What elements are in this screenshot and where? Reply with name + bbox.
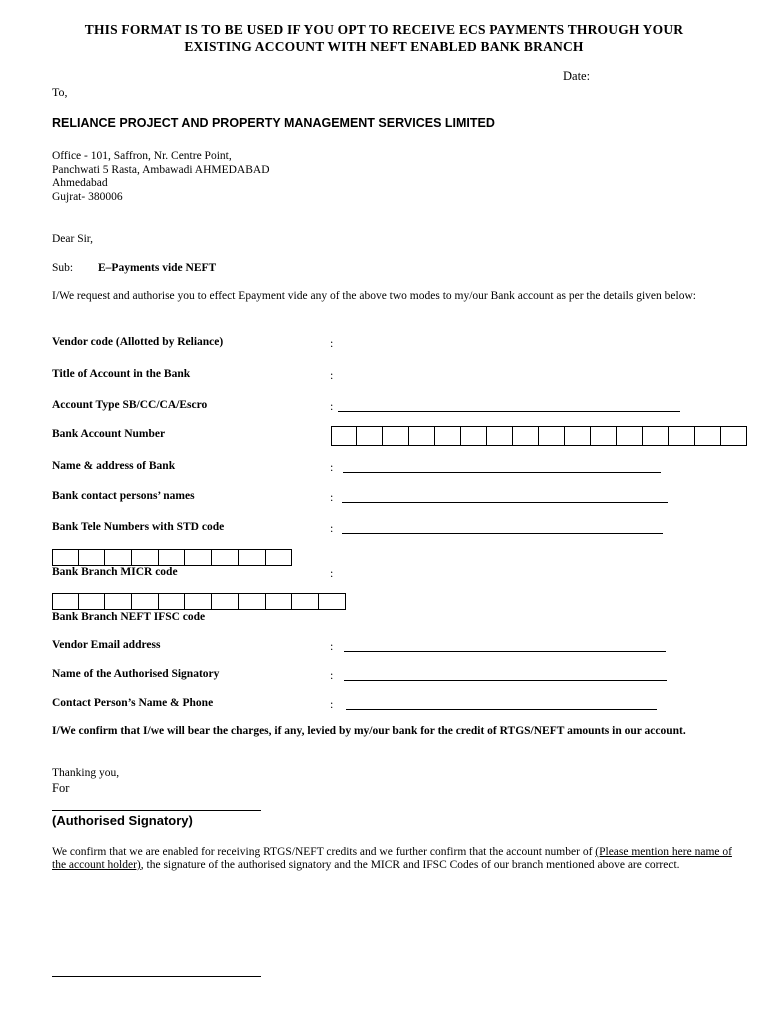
bank-signature-line[interactable]: [52, 976, 261, 977]
account-title-colon: :: [330, 368, 334, 382]
address-line1: Office - 101, Saffron, Nr. Centre Point,: [52, 150, 232, 162]
signatory-name-label: Name of the Authorised Signatory: [52, 668, 220, 680]
account-type-line[interactable]: [338, 411, 680, 412]
account-type-colon: :: [330, 399, 334, 413]
authorised-signatory-label: (Authorised Signatory): [52, 813, 193, 828]
bank-contacts-colon: :: [330, 490, 334, 504]
bank-name-address-label: Name & address of Bank: [52, 460, 176, 472]
to-label: To,: [52, 85, 68, 99]
form-title-line1: THIS FORMAT IS TO BE USED IF YOU OPT TO RECEIVE ECS PAYMENTS THROUGH YOUR: [84, 22, 684, 37]
micr-label: Bank Branch MICR code: [52, 566, 178, 578]
salutation: Dear Sir,: [52, 233, 94, 245]
address-line2: Panchwati 5 Rasta, Ambawadi AHMEDABAD: [52, 164, 270, 176]
micr-boxes[interactable]: [52, 549, 292, 566]
account-number-boxes[interactable]: [331, 426, 747, 446]
subject-text: E–Payments vide NEFT: [98, 262, 217, 274]
account-title-label: Title of Account in the Bank: [52, 368, 191, 380]
bank-contacts-label: Bank contact persons’ names: [52, 490, 195, 502]
form-title-line2: EXISTING ACCOUNT WITH NEFT ENABLED BANK BRANCH: [184, 39, 584, 54]
vendor-email-line[interactable]: [344, 651, 666, 652]
signatory-name-line[interactable]: [344, 680, 667, 681]
bank-name-address-line[interactable]: [343, 472, 661, 473]
micr-colon: :: [330, 566, 334, 580]
bank-tele-label: Bank Tele Numbers with STD code: [52, 521, 225, 533]
signatory-name-colon: :: [330, 668, 334, 682]
ifsc-label: Bank Branch NEFT IFSC code: [52, 611, 206, 623]
intro-paragraph: I/We request and authorise you to effect Epayment vide any of the above two modes to my/our Bank account as per the details given below:: [52, 290, 696, 302]
account-holder-placeholder: (Please mention here name of the account holder): [52, 846, 732, 871]
contact-person-colon: :: [330, 697, 334, 711]
date-label: Date:: [563, 69, 591, 83]
ifsc-boxes[interactable]: [52, 593, 346, 610]
bank-tele-colon: :: [330, 521, 334, 535]
company-name: RELIANCE PROJECT AND PROPERTY MANAGEMENT SERVICES LIMITED: [52, 116, 495, 130]
vendor-code-label: Vendor code (Allotted by Reliance): [52, 336, 224, 348]
bank-confirm-part3: , the signature of the authorised signatory and the MICR and IFSC Codes of our branch mentioned above are correct.: [140, 859, 680, 871]
signature-line[interactable]: [52, 810, 261, 811]
for-label: For: [52, 781, 70, 795]
subject-label: Sub:: [52, 262, 74, 274]
bank-contacts-line[interactable]: [342, 502, 668, 503]
vendor-code-colon: :: [330, 336, 334, 350]
contact-person-line[interactable]: [346, 709, 657, 710]
contact-person-label: Contact Person’s Name & Phone: [52, 697, 214, 709]
vendor-email-label: Vendor Email address: [52, 639, 161, 651]
vendor-email-colon: :: [330, 639, 334, 653]
address-line4: Gujrat- 380006: [52, 191, 123, 203]
bank-tele-line[interactable]: [342, 533, 663, 534]
bank-confirm-part1: We confirm that we are enabled for receiving RTGS/NEFT credits and we further confirm that the account number of: [52, 846, 596, 858]
account-type-label: Account Type SB/CC/CA/Escro: [52, 399, 208, 411]
address-line3: Ahmedabad: [52, 177, 108, 189]
bank-name-address-colon: :: [330, 460, 334, 474]
thanking-you: Thanking you,: [52, 767, 120, 779]
bank-confirmation-paragraph: [52, 846, 732, 872]
account-number-label: Bank Account Number: [52, 428, 166, 440]
charges-confirmation: I/We confirm that I/we will bear the charges, if any, levied by my/our bank for the credit of RTGS/NEFT amounts in our account.: [52, 725, 686, 737]
